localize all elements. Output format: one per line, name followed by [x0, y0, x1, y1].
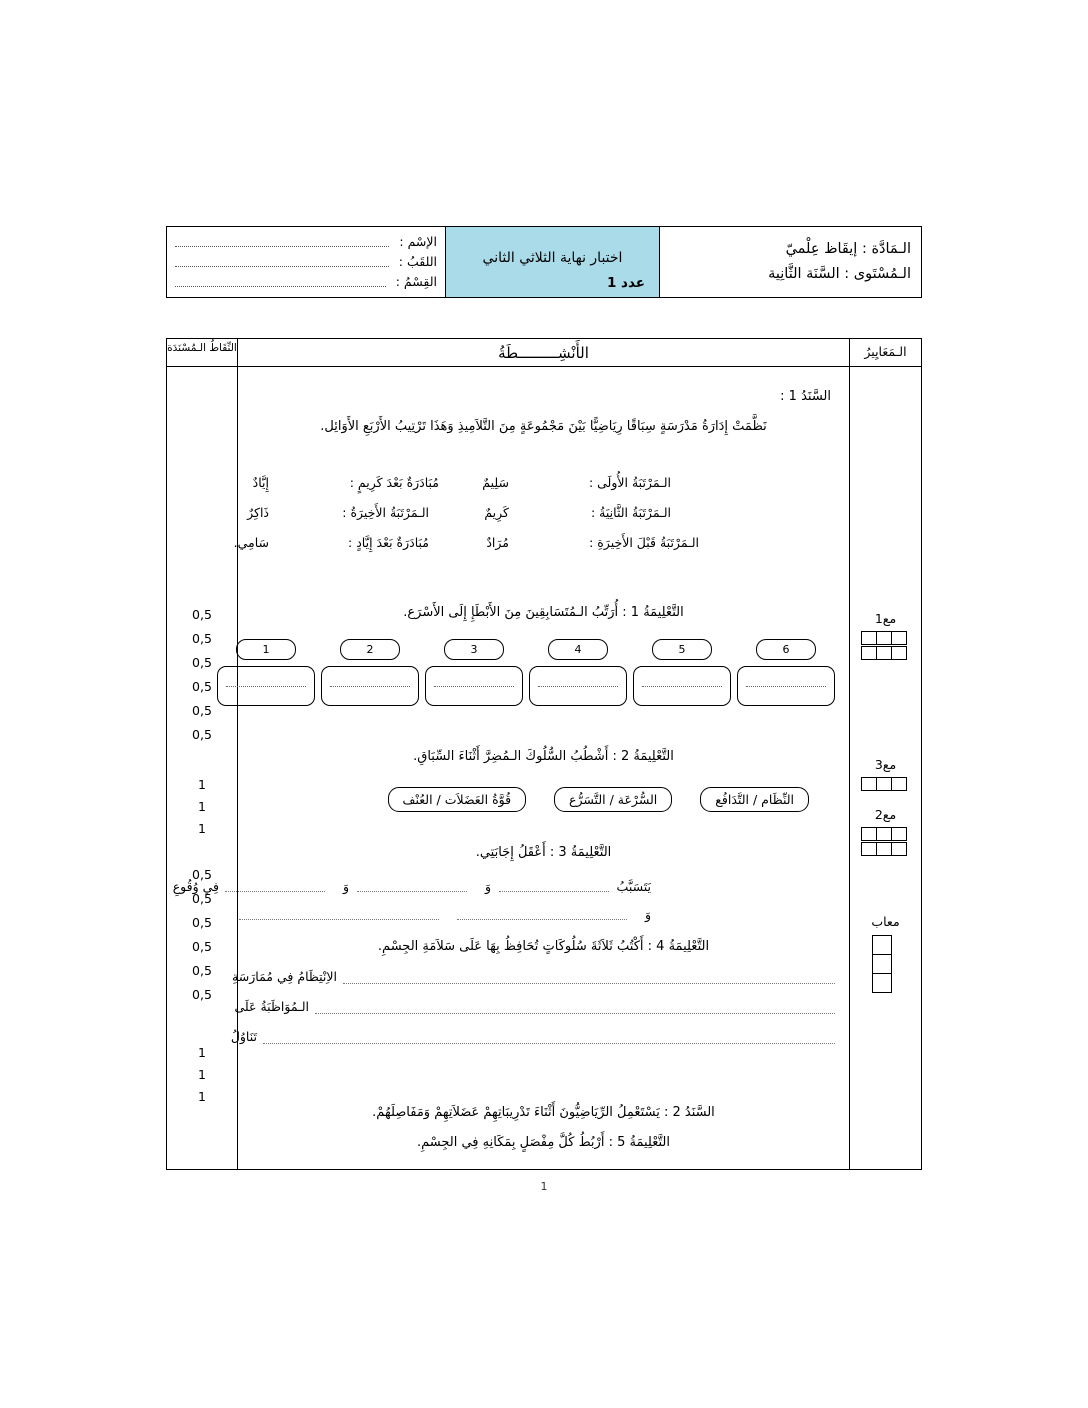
ordering-cell-1	[737, 639, 835, 706]
instruction-3-blank-5[interactable]	[239, 919, 439, 920]
point-value: 1	[198, 1045, 206, 1060]
ordering-blank-1[interactable]	[737, 666, 835, 706]
rank-1-left-label: الـمَرْتَبَةُ الأُولَى :	[588, 475, 671, 490]
ordering-strip	[217, 639, 835, 706]
points-column	[167, 339, 237, 1169]
ordering-blank-3[interactable]	[529, 666, 627, 706]
rank-3-left-label: الـمَرْتَبَةُ قَبْلَ الأَخِيرَةِ :	[589, 535, 699, 550]
criterion-boxes-3-row2[interactable]	[862, 842, 907, 856]
criterion-box[interactable]	[891, 631, 907, 645]
criterion-box[interactable]	[891, 777, 907, 791]
ordering-blank-2[interactable]	[633, 666, 731, 706]
ordering-number-3: 4	[548, 639, 608, 660]
instruction-3-text: التَّعْلِيمَةُ 3 : أَعْقَلُ إِجَابَتِي.	[475, 845, 612, 860]
criterion-boxes-1-row1[interactable]	[862, 631, 907, 645]
rank-1-right-label: مُبَادَرَةٌ بَعْدَ كَرِيمٍ :	[349, 475, 439, 490]
point-value: 0,5	[192, 703, 212, 718]
instruction-2-text: التَّعْلِيمَةُ 2 : أَشْطُبُ السُّلُوكَ الـمُضِرَّ أَثْنَاءَ السِّبَاقِ.	[413, 749, 674, 764]
rank-2-left-value: كَرِيمٌ	[484, 505, 509, 520]
criterion-box[interactable]	[876, 777, 892, 791]
instruction-3-blank-3[interactable]	[225, 891, 325, 892]
behaviour-pill-3[interactable]: قُوَّةُ العَضَلاَت / العُنْف	[388, 787, 527, 812]
point-value: 0,5	[192, 939, 212, 954]
instruction-3-blank-1[interactable]	[499, 891, 609, 892]
header-exam-cell	[445, 227, 659, 297]
ordering-cell-5	[321, 639, 419, 706]
criterion-boxes-4[interactable]	[872, 936, 892, 993]
point-value: 0,5	[192, 891, 212, 906]
criterion-box[interactable]	[876, 827, 892, 841]
point-value: 0,5	[192, 915, 212, 930]
criterion-box[interactable]	[891, 827, 907, 841]
criterion-label-1: مع1	[874, 611, 897, 626]
identity-label-surname: اللقَبُ :	[398, 254, 437, 270]
ordering-number-4: 3	[444, 639, 504, 660]
ordering-cell-3	[529, 639, 627, 706]
instruction-3-word-c: وَ	[342, 879, 349, 894]
criterion-label-3: مع2	[874, 807, 897, 822]
criterion-box[interactable]	[872, 973, 892, 993]
criterion-boxes-3-row1[interactable]	[862, 827, 907, 841]
point-value: 1	[198, 1067, 206, 1082]
instruction-3-blank-2[interactable]	[357, 891, 467, 892]
identity-label-name: الإسْم :	[399, 234, 437, 250]
instruction-3-word-e: وَ	[644, 907, 651, 922]
criteria-column	[849, 339, 921, 1169]
point-value: 1	[198, 1089, 206, 1104]
subject-line: الـمَادَّة : إيقَاظ عِلْميّ	[785, 240, 911, 257]
criterion-box[interactable]	[872, 935, 892, 955]
header-table	[166, 226, 922, 298]
header-subject-cell	[659, 227, 921, 297]
rank-3-right-label: مُبَادَرَةٌ بَعْدَ إِيَّادٍ :	[348, 535, 429, 550]
instruction-1-text: التَّعْلِيمَةُ 1 : أُرَتِّبُ الـمُتَسَابِقِينَ مِنَ الأَبْطَإِ إِلَى الأَسْرَع.	[403, 605, 684, 620]
criteria-column-header: الـمَعَايِيرُ	[850, 339, 921, 367]
rank-2-right-value: ذَاكِرٌ	[247, 505, 269, 520]
identity-row-name	[175, 232, 437, 252]
point-value: 1	[198, 799, 206, 814]
identity-row-surname	[175, 252, 437, 272]
header-identity-cell	[167, 227, 445, 297]
criterion-box[interactable]	[861, 631, 877, 645]
criterion-box[interactable]	[861, 827, 877, 841]
support-2-text: يَسْتَعْمِلُ الرِّيَاضِيُّونَ أَثْنَاءَ تَدْرِيبَاتِهِمْ عَضَلاَتِهِمْ وَمَفَاصِلَهُمْ.	[372, 1105, 660, 1120]
criterion-box[interactable]	[861, 842, 877, 856]
rank-2-left-label: الـمَرْتَبَةُ الثَّانِيَةُ :	[591, 505, 671, 520]
instruction-5-text: التَّعْلِيمَةُ 5 : أَرْبُطُ كُلَّ مِفْصَلٍ بِمَكَانِهِ فِي الجِسْمِ.	[416, 1135, 670, 1150]
criterion-box[interactable]	[861, 646, 877, 660]
identity-label-class: القِسْمُ :	[395, 274, 437, 290]
instruction-4-text: التَّعْلِيمَةُ 4 : أَكْتُبُ ثَلاَثَةَ سُلُوكَاتٍ تُحَافِظُ بِهَا عَلَى سَلاَمَةِ الجِسْمِ.	[377, 939, 710, 954]
point-value: 0,5	[192, 963, 212, 978]
rank-1-right-value: إِيَّادٌ	[252, 475, 269, 490]
rank-2-right-label: الـمَرْتَبَةُ الأَخِيرَةُ :	[342, 505, 429, 520]
instruction-4-blank-3[interactable]	[263, 1043, 835, 1044]
instruction-4-blank-1[interactable]	[343, 983, 835, 984]
point-value: 1	[198, 821, 206, 836]
activities-column-header: الأَنْشِـــــــــطَةُ	[238, 339, 849, 367]
ordering-number-2: 5	[652, 639, 712, 660]
page-number: 1	[540, 1180, 548, 1193]
criterion-label-4: معاب	[871, 914, 900, 929]
identity-row-class	[175, 272, 437, 292]
instruction-3-word-b: وَ	[484, 879, 491, 894]
criterion-box[interactable]	[876, 631, 892, 645]
criterion-boxes-2[interactable]	[862, 777, 907, 791]
points-column-header: النِّقَاطُ الـمُسْنَدَة	[167, 339, 237, 367]
point-value: 1	[198, 777, 206, 792]
exam-number: عدد 1	[606, 275, 645, 291]
exam-table	[166, 338, 922, 1170]
instruction-4-item-2: الـمُوَاظَبَةُ عَلَى	[234, 999, 309, 1014]
identity-field-surname[interactable]	[175, 266, 389, 267]
criterion-box[interactable]	[872, 954, 892, 974]
criterion-box[interactable]	[876, 842, 892, 856]
criterion-box[interactable]	[891, 646, 907, 660]
ordering-number-5: 2	[340, 639, 400, 660]
criterion-label-2: مع3	[874, 757, 897, 772]
point-value: 0,5	[192, 631, 212, 646]
exam-title: اختبار نهاية الثلاثي الثاني	[482, 250, 623, 266]
support-2-line	[256, 1105, 831, 1120]
ordering-cell-4	[425, 639, 523, 706]
level-line: الـمُسْتَوى : السَّنَة الثَّانِية	[768, 266, 911, 282]
ordering-blank-4[interactable]	[425, 666, 523, 706]
criterion-box[interactable]	[891, 842, 907, 856]
ordering-number-6: 1	[236, 639, 296, 660]
rank-1-left-value: سَلِيمٌ	[482, 475, 509, 490]
criterion-box[interactable]	[861, 777, 877, 791]
rank-3-right-value: سَامِي.	[233, 535, 269, 550]
support-2-label: السَّنَدُ 2 :	[663, 1105, 715, 1120]
identity-field-class[interactable]	[175, 286, 386, 287]
identity-field-name[interactable]	[175, 246, 389, 247]
ordering-cell-2	[633, 639, 731, 706]
point-value: 0,5	[192, 987, 212, 1002]
ordering-number-1: 6	[756, 639, 816, 660]
instruction-4-item-3: تَنَاوُلُ	[230, 1029, 257, 1044]
point-value: 0,5	[192, 655, 212, 670]
instruction-3-word-d: فِي وُقُوعِ	[172, 879, 219, 894]
behaviour-pill-2[interactable]: السُّرْعَة / التَّسَرُّع	[554, 787, 672, 812]
behaviour-pill-1[interactable]: النِّظَام / التَّدَافُع	[700, 787, 809, 812]
point-value: 0,5	[192, 607, 212, 622]
point-value: 0,5	[192, 679, 212, 694]
rank-3-left-value: مُرَادٌ	[486, 535, 509, 550]
instruction-4-blank-2[interactable]	[315, 1013, 835, 1014]
instruction-3-blank-4[interactable]	[457, 919, 627, 920]
point-value: 0,5	[192, 867, 212, 882]
instruction-4-item-1: الاِنْتِظَامُ فِي مُمَارَسَةِ	[232, 969, 337, 984]
ordering-blank-5[interactable]	[321, 666, 419, 706]
behaviour-pill-strip	[388, 787, 809, 812]
support-1-text: نَظَّمَتْ إِدَارَةُ مَدْرَسَةٍ سِبَاقًا رِيَاضِيًّا بَيْنَ مَجْمُوعَةٍ مِنَ التَّلاَمِيذِ وَهَذَا تَرْتِيبُ الأَرْبَعِ الأَوَائِل.	[320, 419, 767, 434]
instruction-3-word-a: يَتَسَبَّبُ	[616, 879, 651, 894]
point-value: 0,5	[192, 727, 212, 742]
support-1-label: السَّنَدُ 1 :	[780, 389, 831, 404]
criterion-boxes-1-row2[interactable]	[862, 646, 907, 660]
criterion-box[interactable]	[876, 646, 892, 660]
